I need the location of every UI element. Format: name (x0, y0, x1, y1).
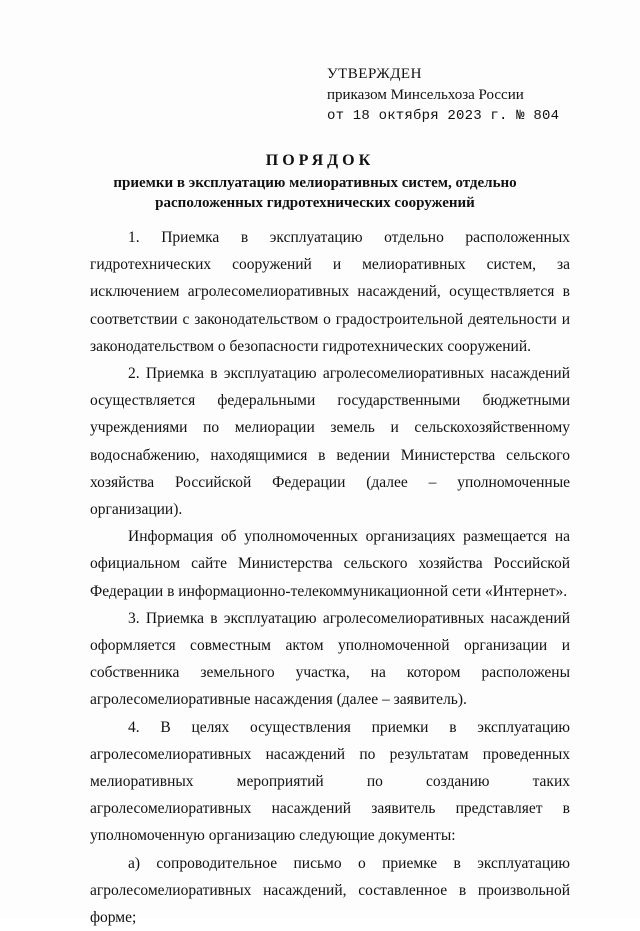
approval-heading: УТВЕРЖДЕН (327, 66, 422, 82)
paragraph: Информация об уполномоченных организациях размещается на официальном сайте Министерства сельского хозяйства Российской Федерации в информационно-телекоммуникационной сети «Интернет». (90, 528, 570, 600)
document-subtitle: приемки в эксплуатацию мелиоративных систем, отдельно расположенных гидротехнических сооружений (113, 175, 517, 211)
paragraph: 3. Приемка в эксплуатацию агролесомелиоративных насаждений оформляется совместным актом уполномоченной организации и собственника земельного участка, на котором расположены агролесомелиоративные насаждения (далее – заявитель). (90, 609, 570, 709)
document-title: ПОРЯДОК (265, 152, 375, 169)
approval-order: приказом Минсельхоза России (327, 87, 524, 103)
document-body (90, 224, 570, 931)
paragraph: 1. Приемка в эксплуатацию отдельно расположенных гидротехнических сооружений и мелиоративных систем, за исключением агролесомелиоративных насаждений, осуществляется в соответствии с законодательством о градостроительной деятельности и законодательством о безопасности гидротехнических сооружений. (90, 229, 570, 355)
paragraph: 2. Приемка в эксплуатацию агролесомелиоративных насаждений осуществляется федеральными государственными бюджетными учреждениями по мелиорации земель и сельскохозяйственному водоснабжению, находящимися в ведении Министерства сельского хозяйства Российской Федерации (далее – уполномоченные организации). (90, 365, 570, 519)
paragraph: 4. В целях осуществления приемки в эксплуатацию агролесомелиоративных насаждений по результатам проведенных мелиоративных мероприятий по созданию таких агролесомелиоративных насаждений заявитель представляет в уполномоченную организацию следующие документы: (90, 718, 570, 845)
approval-stamp (327, 64, 587, 127)
approval-date-number: от 18 октября 2023 г. № 804 (327, 108, 560, 124)
paragraph: а) сопроводительное письмо о приемке в эксплуатацию агролесомелиоративных насаждений, составленное в произвольной форме; (90, 854, 570, 927)
